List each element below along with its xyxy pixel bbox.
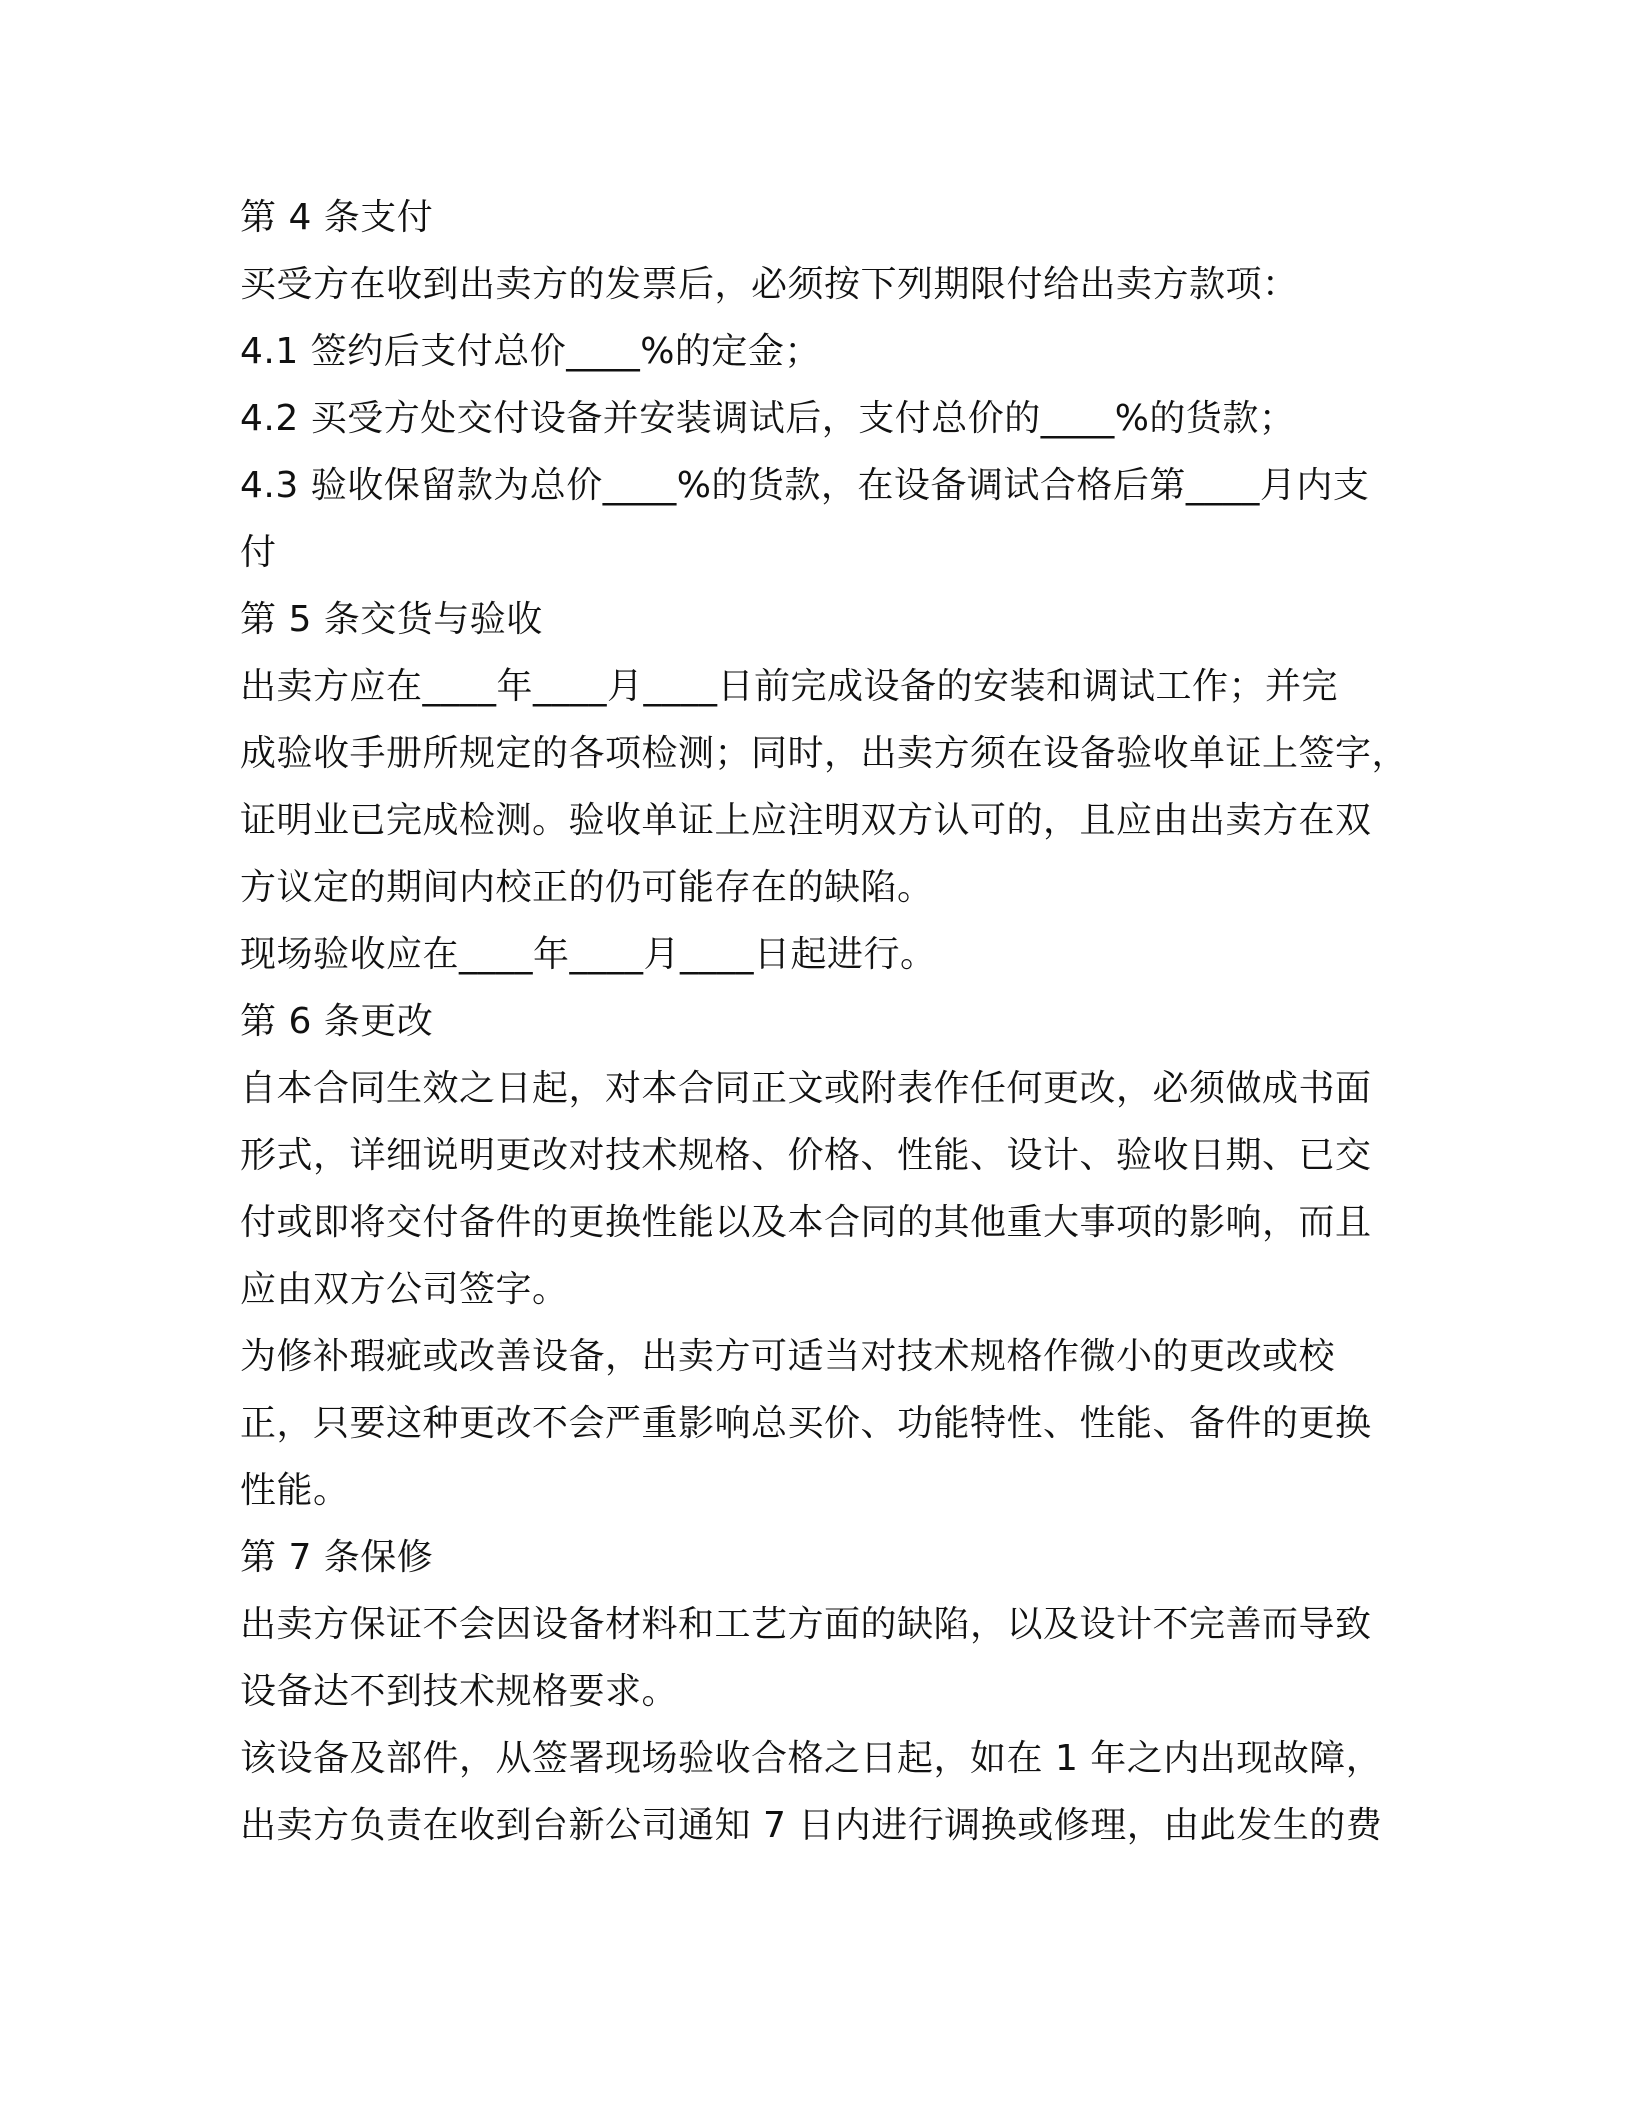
section-heading-7: 第 7 条保修 xyxy=(240,1537,434,1578)
paragraph-line: 自本合同生效之日起，对本合同正文或附表作任何更改，必须做成书面 xyxy=(240,1068,1372,1109)
paragraph-line: 证明业已完成检测。验收单证上应注明双方认可的，且应由出卖方在双 xyxy=(240,800,1372,841)
paragraph-line: 设备达不到技术规格要求。 xyxy=(240,1671,679,1712)
section-heading-5: 第 5 条交货与验收 xyxy=(240,599,543,640)
paragraph-line: 应由双方公司签字。 xyxy=(240,1269,569,1310)
paragraph-line: 为修补瑕疵或改善设备，出卖方可适当对技术规格作微小的更改或校 xyxy=(240,1336,1336,1377)
paragraph-line: 形式，详细说明更改对技术规格、价格、性能、设计、验收日期、已交 xyxy=(240,1135,1372,1176)
paragraph-line: 现场验收应在____年____月____日起进行。 xyxy=(240,934,937,975)
paragraph-line: 方议定的期间内校正的仍可能存在的缺陷。 xyxy=(240,867,934,908)
paragraph-line: 付或即将交付备件的更换性能以及本合同的其他重大事项的影响，而且 xyxy=(240,1202,1372,1243)
paragraph-line: 买受方在收到出卖方的发票后，必须按下列期限付给出卖方款项： xyxy=(240,264,1299,305)
paragraph-line: 性能。 xyxy=(240,1470,350,1511)
paragraph-line: 该设备及部件，从签署现场验收合格之日起，如在 1 年之内出现故障， xyxy=(240,1738,1383,1779)
paragraph-line: 出卖方保证不会因设备材料和工艺方面的缺陷，以及设计不完善而导致 xyxy=(240,1604,1372,1645)
paragraph-line: 正，只要这种更改不会严重影响总买价、功能特性、性能、备件的更换 xyxy=(240,1403,1372,1444)
clause-4-3: 4.3 验收保留款为总价____%的货款，在设备调试合格后第____月内支 xyxy=(240,465,1370,506)
paragraph-line: 出卖方应在____年____月____日前完成设备的安装和调试工作；并完 xyxy=(240,666,1339,707)
document-body xyxy=(240,184,1409,1859)
section-heading-4: 第 4 条支付 xyxy=(240,197,434,238)
paragraph-line: 成验收手册所规定的各项检测；同时，出卖方须在设备验收单证上签字， xyxy=(240,733,1409,774)
clause-4-2: 4.2 买受方处交付设备并安装调试后，支付总价的____%的货款； xyxy=(240,398,1296,439)
section-heading-6: 第 6 条更改 xyxy=(240,1001,434,1042)
clause-4-3-continued: 付 xyxy=(240,532,277,573)
paragraph-line: 出卖方负责在收到台新公司通知 7 日内进行调换或修理，由此发生的费 xyxy=(240,1805,1383,1846)
clause-4-1: 4.1 签约后支付总价____%的定金； xyxy=(240,331,821,372)
